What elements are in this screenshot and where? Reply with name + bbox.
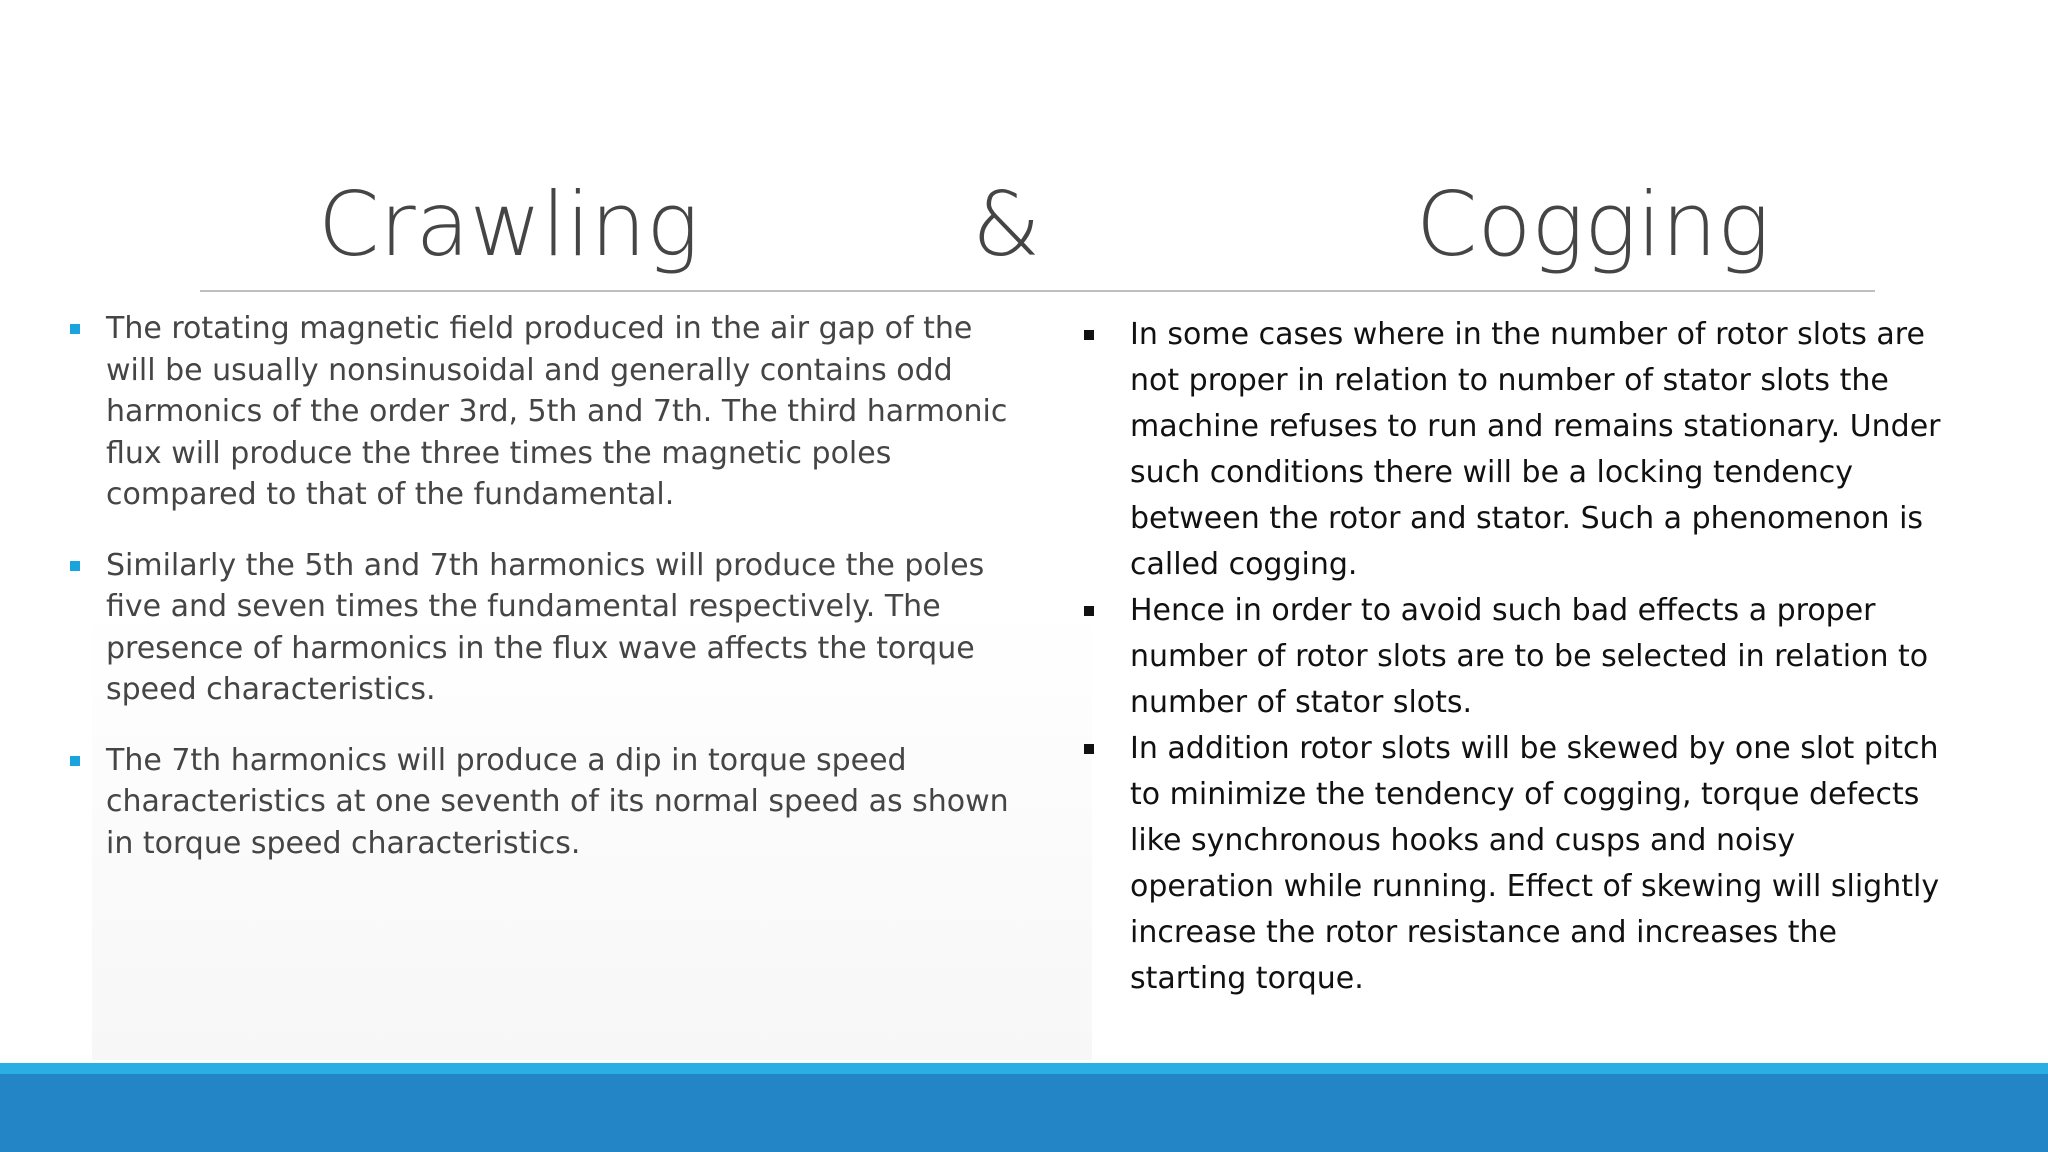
crawling-bullet-item	[66, 545, 1026, 711]
cogging-bullet-text: Hence in order to avoid such bad effects a proper number of rotor slots are to be selected in relation to number of stator slots.	[1130, 593, 1929, 720]
crawling-bullet-item	[66, 740, 1026, 865]
cogging-bullet-item	[1078, 588, 1948, 726]
crawling-bullet-text: The rotating magnetic field produced in the air gap of the will be usually nonsinusoidal and generally contains odd harmonics of the order 3rd, 5th and 7th. The third harmonic flux will produce the three times the magnetic poles compared to that of the fundamental.	[106, 311, 1008, 512]
footer-band	[0, 1074, 2048, 1152]
square-bullet-icon	[70, 324, 80, 334]
square-bullet-icon	[1084, 330, 1094, 340]
title-divider	[200, 290, 1875, 292]
title-cogging: Cogging	[1416, 173, 1770, 276]
title-ampersand: &	[972, 173, 1041, 276]
square-bullet-icon	[1084, 744, 1094, 754]
crawling-bullet-text: The 7th harmonics will produce a dip in torque speed characteristics at one seventh of its normal speed as shown in torque speed characteristics.	[106, 742, 1009, 861]
cogging-bullet-list	[1078, 312, 1948, 1002]
crawling-bullet-list	[66, 308, 1026, 893]
footer-accent-stripe	[0, 1063, 2048, 1074]
title-crawling: Crawling	[318, 173, 700, 276]
square-bullet-icon	[1084, 606, 1094, 616]
cogging-bullet-item	[1078, 312, 1948, 588]
crawling-bullet-item	[66, 308, 1026, 516]
square-bullet-icon	[70, 756, 80, 766]
cogging-bullet-text: In some cases where in the number of rotor slots are not proper in relation to number of stator slots the machine refuses to run and remains stationary. Under such conditions there will be a locking tendency between the rotor and stator. Such a phenomenon is called cogging.	[1130, 317, 1941, 582]
slide-title	[0, 170, 2048, 280]
cogging-bullet-text: In addition rotor slots will be skewed by one slot pitch to minimize the tendency of cogging, torque defects like synchronous hooks and cusps and noisy operation while running. Effect of skewing will slightly increase the rotor resistance and increases the starting torque.	[1130, 731, 1940, 996]
square-bullet-icon	[70, 561, 80, 571]
cogging-bullet-item	[1078, 726, 1948, 1002]
crawling-bullet-text: Similarly the 5th and 7th harmonics will produce the poles five and seven times the fundamental respectively. The presence of harmonics in the flux wave affects the torque speed characteristics.	[106, 547, 985, 707]
